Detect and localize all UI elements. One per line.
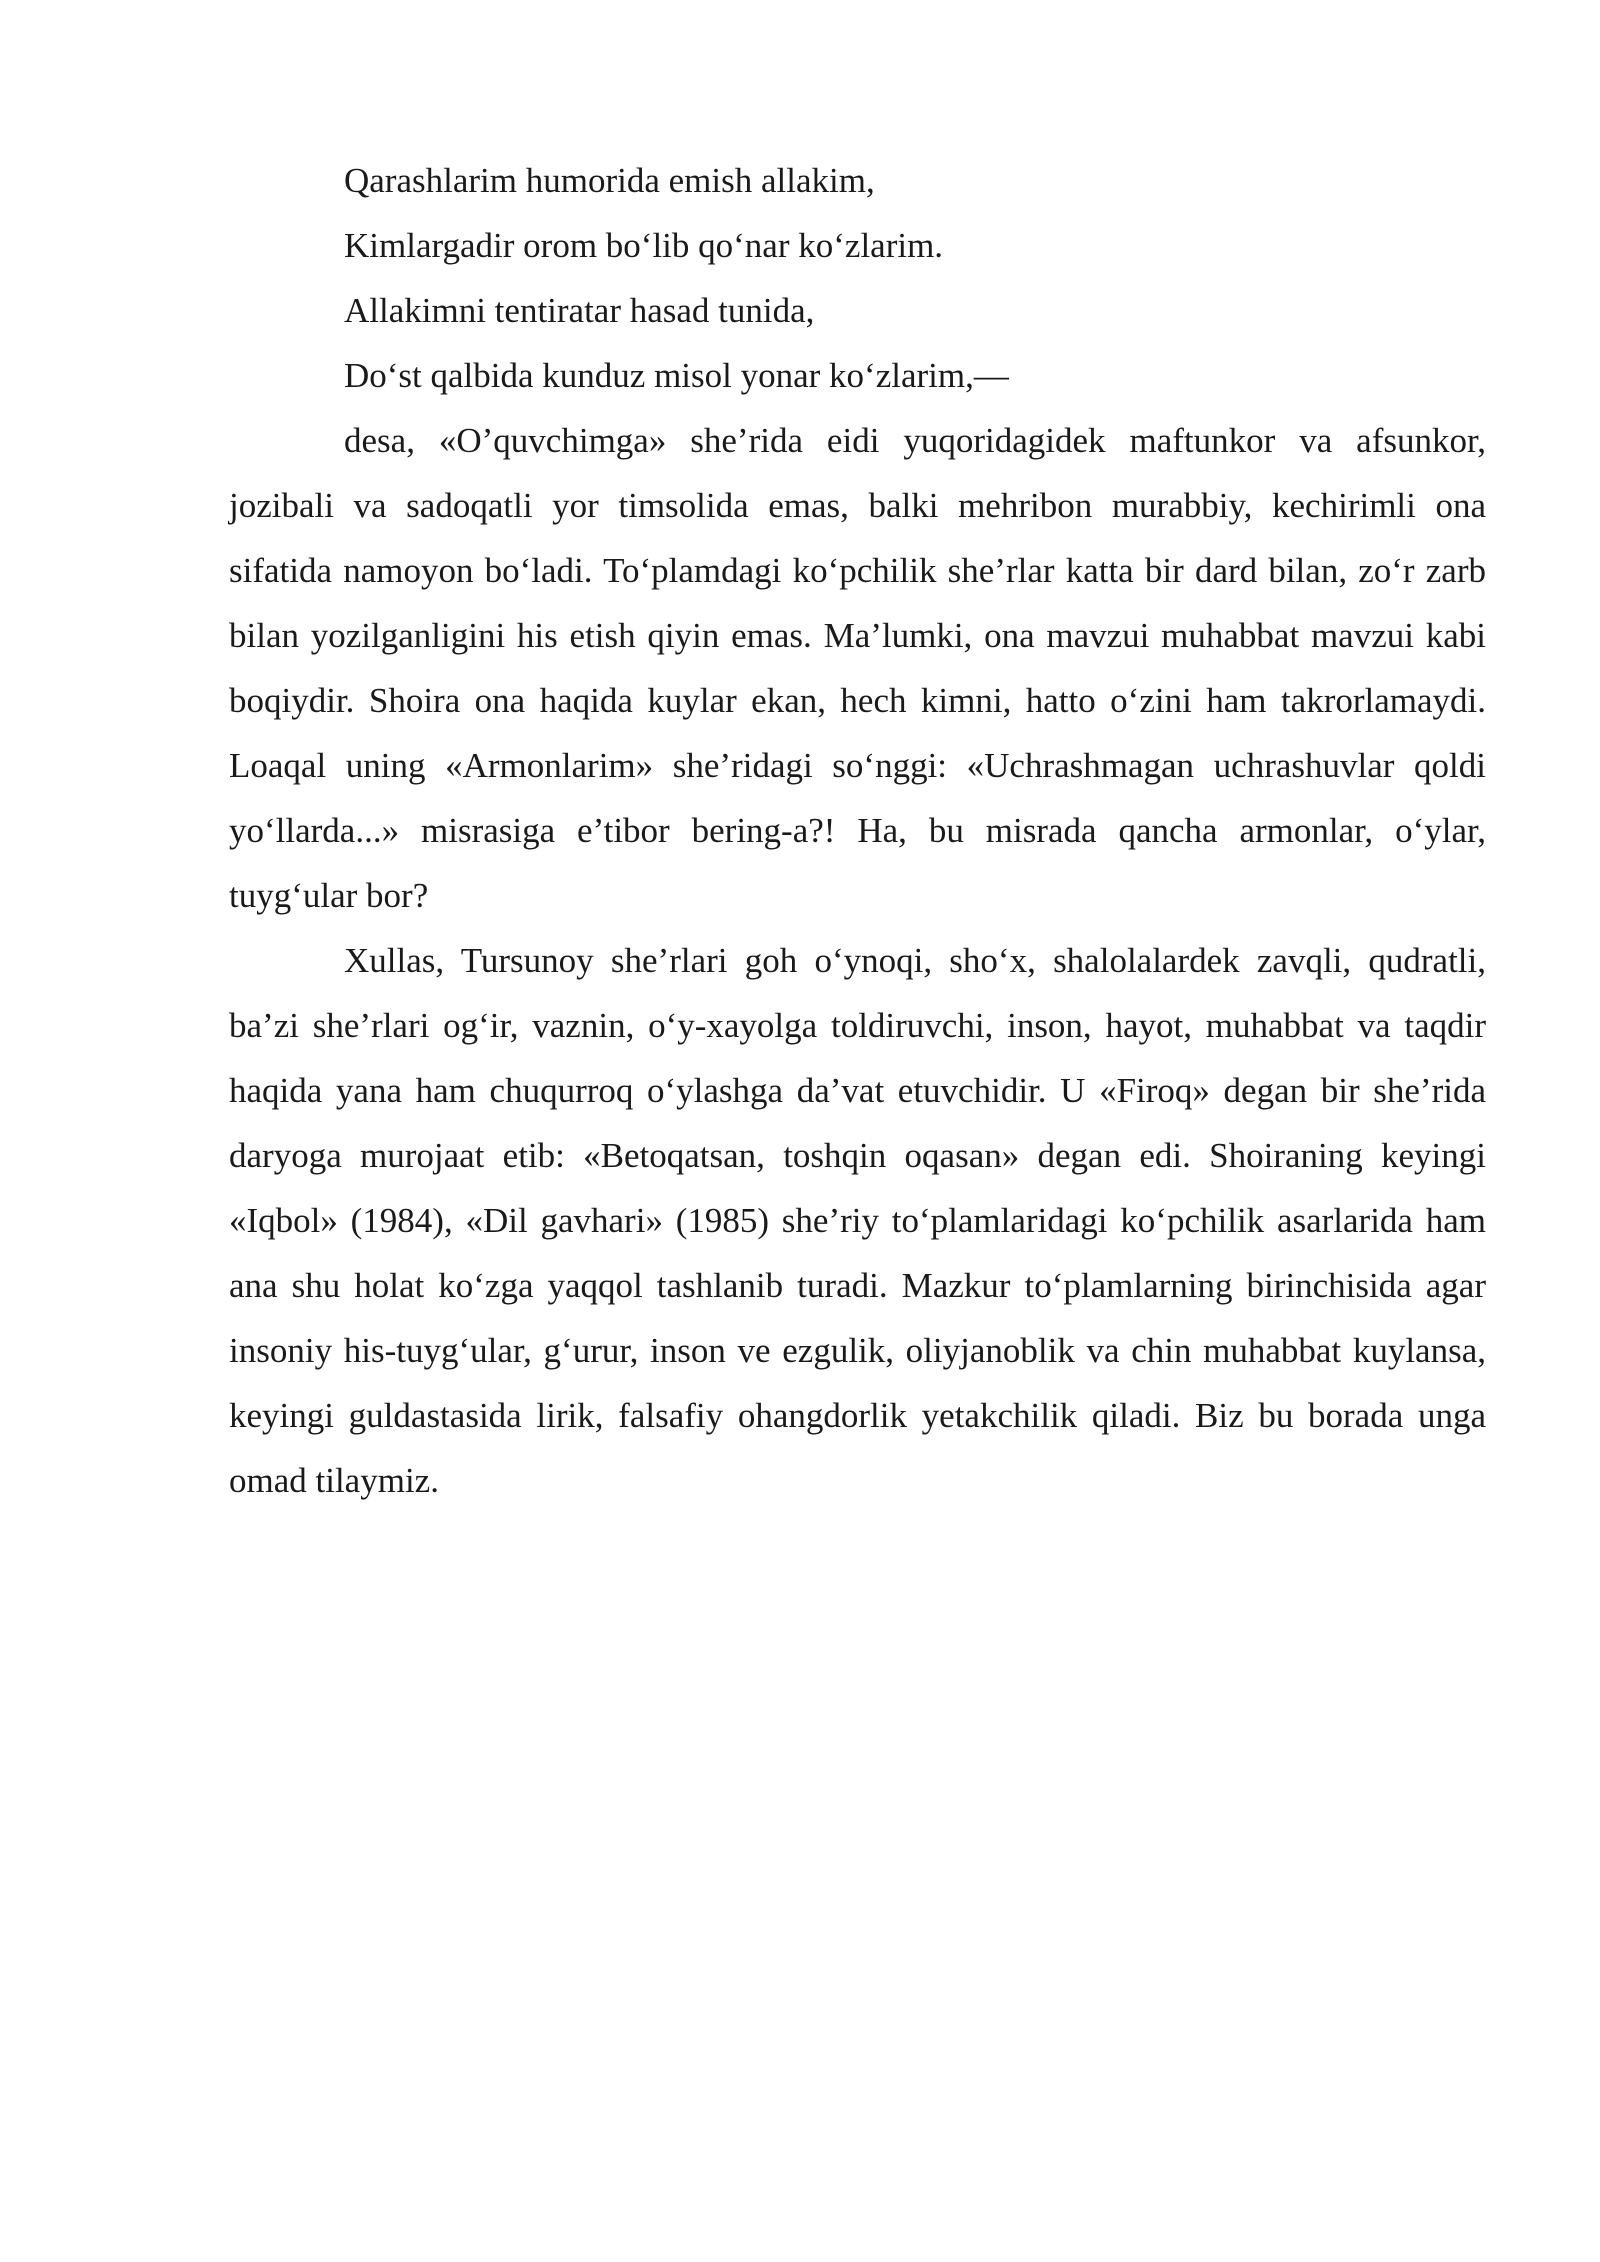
body-paragraph-2: Xullas, Tursunoy she’rlari goh o‘ynoqi, sho‘x, shalolalardek zavqli, qudratli, ba’zi she’rlari og‘ir, vaznin, o‘y-xayolga toldiruvchi, inson, hayot, muhabbat va taqdir haqida yana ham chuqurroq o‘ylashga da’vat etuvchidir. U «Firoq» degan bir she’rida daryoga murojaat etib: «Betoqatsan, toshqin oqasan» degan edi. Shoiraning keyingi «Iqbol» (1984), «Dil gavhari» (1985) she’riy to‘plamlaridagi ko‘pchilik asarlarida ham ana shu holat ko‘zga yaqqol tashlanib turadi. Mazkur to‘plamlarning birinchisida agar insoniy his-tuyg‘ular, g‘urur, inson ve ezgulik, oliyjanoblik va chin muhabbat kuylansa, keyingi guldastasida lirik, falsafiy ohangdorlik yetakchilik qiladi. Biz bu borada unga omad tilaymiz. <box>229 941 1486 1500</box>
page-content <box>229 148 1486 1513</box>
verse-line-2: Kimlargadir orom bo‘lib qo‘nar ko‘zlarim. <box>344 226 944 265</box>
verse-line-4: Do‘st qalbida kunduz misol yonar ko‘zlarim,— <box>344 356 1009 395</box>
verse-line-3: Allakimni tentiratar hasad tunida, <box>344 291 815 330</box>
body-paragraph-1: desa, «O’quvchimga» she’rida eidi yuqoridagidek maftunkor va afsunkor, jozibali va sadoqatli yor timsolida emas, balki mehribon murabbiy, kechirimli ona sifatida namoyon bo‘ladi. To‘plamdagi ko‘pchilik she’rlar katta bir dard bilan, zo‘r zarb bilan yozilganligini his etish qiyin emas. Ma’lumki, ona mavzui muhabbat mavzui kabi boqiydir. Shoira ona haqida kuylar ekan, hech kimni, hatto o‘zini ham takrorlamaydi. Loaqal uning «Armonlarim» she’ridagi so‘nggi: «Uchrashmagan uchrashuvlar qoldi yo‘llarda...» misrasiga e’tibor bering-a?! Ha, bu misrada qancha armonlar, o‘ylar, tuyg‘ular bor? <box>229 421 1486 915</box>
verse-line-1: Qarashlarim humorida emish allakim, <box>344 161 875 200</box>
